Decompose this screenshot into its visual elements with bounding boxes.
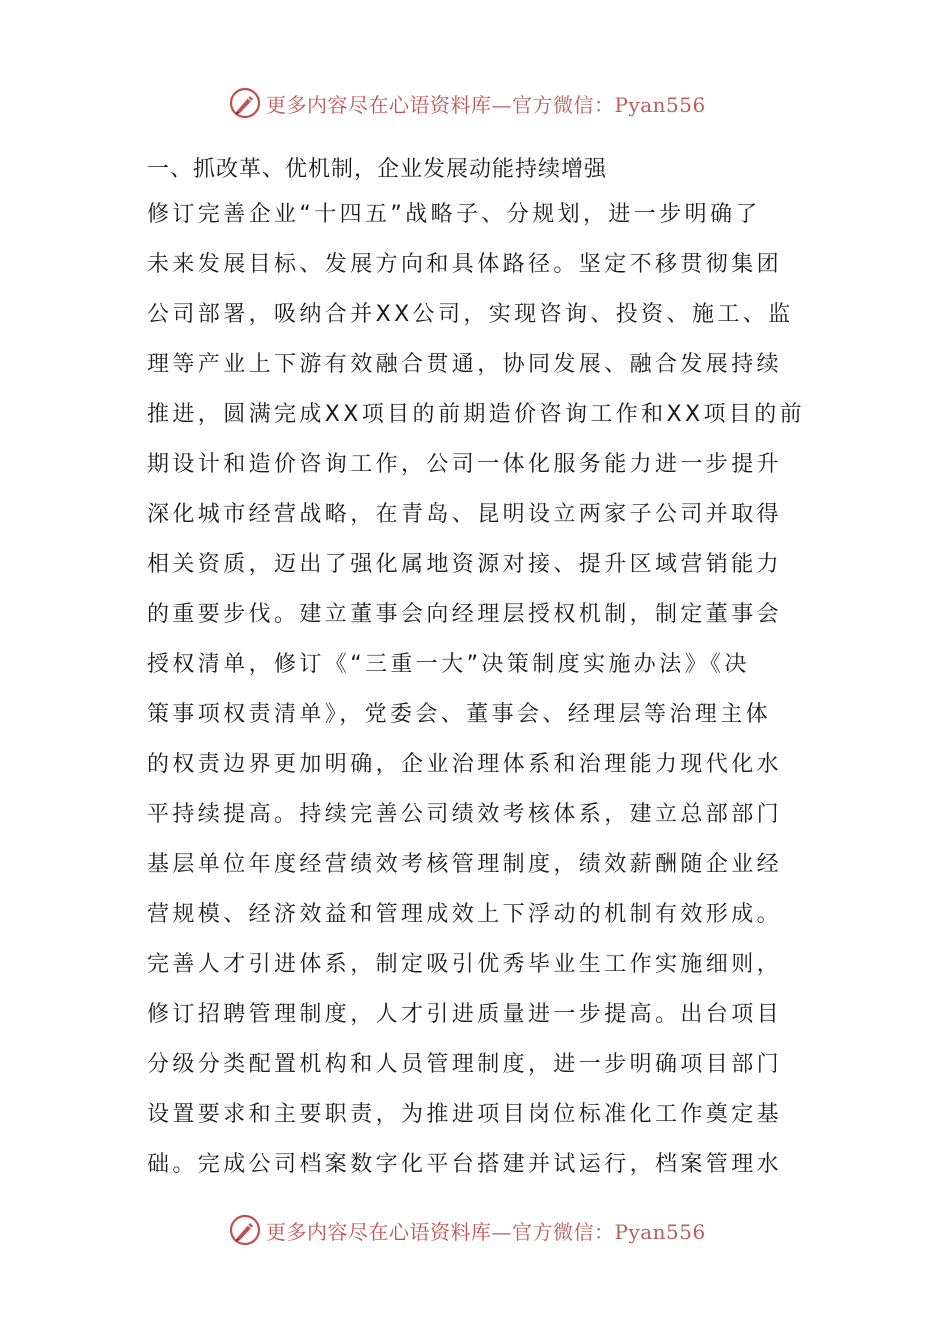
paragraph — [147, 190, 807, 1190]
watermark-text: 更多内容尽在心语资料库 — [266, 1219, 492, 1244]
watermark-header — [228, 83, 748, 123]
paragraph-line: 营规模、经济效益和管理成效上下浮动的机制有效形成。 — [147, 902, 783, 927]
paragraph-line: 授权清单，修订《“三重一大”决策制度实施办法》《决 — [147, 652, 750, 677]
watermark-dash: — — [491, 92, 512, 117]
paragraph-line: 基层单位年度经营绩效考核管理制度，绩效薪酬随企业经 — [147, 852, 783, 877]
paragraph-line: 的重要步伐。建立董事会向经理层授权机制，制定董事会 — [147, 602, 783, 627]
watermark-wechat-label: 官方微信： — [512, 1219, 615, 1244]
watermark-text: 更多内容尽在心语资料库 — [266, 92, 492, 117]
paragraph-line: 的权责边界更加明确，企业治理体系和治理能力现代化水 — [147, 752, 783, 777]
watermark-footer — [228, 1210, 748, 1250]
paragraph-line: 公司部署，吸纳合并XX公司，实现咨询、投资、施工、监 — [147, 302, 794, 327]
section-heading: 一、抓改革、优机制，企业发展动能持续增强 — [147, 157, 608, 182]
paragraph-line: 修订招聘管理制度，人才引进质量进一步提高。出台项目 — [147, 1002, 783, 1027]
paragraph-line: 修订完善企业“十四五”战略子、分规划，进一步明确了 — [147, 202, 761, 227]
pen-logo-icon — [228, 1213, 262, 1247]
paragraph-line: 理等产业上下游有效融合贯通，协同发展、融合发展持续 — [147, 352, 783, 377]
paragraph-line: 完善人才引进体系，制定吸引优秀毕业生工作实施细则， — [147, 952, 783, 977]
paragraph-line: 期设计和造价咨询工作，公司一体化服务能力进一步提升 — [147, 452, 783, 477]
watermark-wechat-label: 官方微信： — [512, 92, 615, 117]
watermark-wechat-id: Pyan556 — [614, 1219, 706, 1244]
paragraph-line: 平持续提高。持续完善公司绩效考核体系，建立总部部门 — [147, 802, 783, 827]
paragraph-line: 推进，圆满完成XX项目的前期造价咨询工作和XX项目的前 — [147, 402, 806, 427]
watermark-dash: — — [491, 1219, 512, 1244]
paragraph-line: 础。完成公司档案数字化平台搭建并试运行，档案管理水 — [147, 1152, 783, 1177]
document-body — [147, 150, 807, 1190]
paragraph-line: 策事项权责清单》，党委会、董事会、经理层等治理主体 — [147, 702, 772, 727]
paragraph-line: 深化城市经营战略，在青岛、昆明设立两家子公司并取得 — [147, 502, 783, 527]
watermark-wechat-id: Pyan556 — [614, 92, 706, 117]
paragraph-line: 分级分类配置机构和人员管理制度，进一步明确项目部门 — [147, 1052, 783, 1077]
paragraph-line: 未来发展目标、发展方向和具体路径。坚定不移贯彻集团 — [147, 252, 783, 277]
paragraph-line: 相关资质，迈出了强化属地资源对接、提升区域营销能力 — [147, 552, 783, 577]
pen-logo-icon — [228, 86, 262, 120]
paragraph-line: 设置要求和主要职责，为推进项目岗位标准化工作奠定基 — [147, 1102, 783, 1127]
